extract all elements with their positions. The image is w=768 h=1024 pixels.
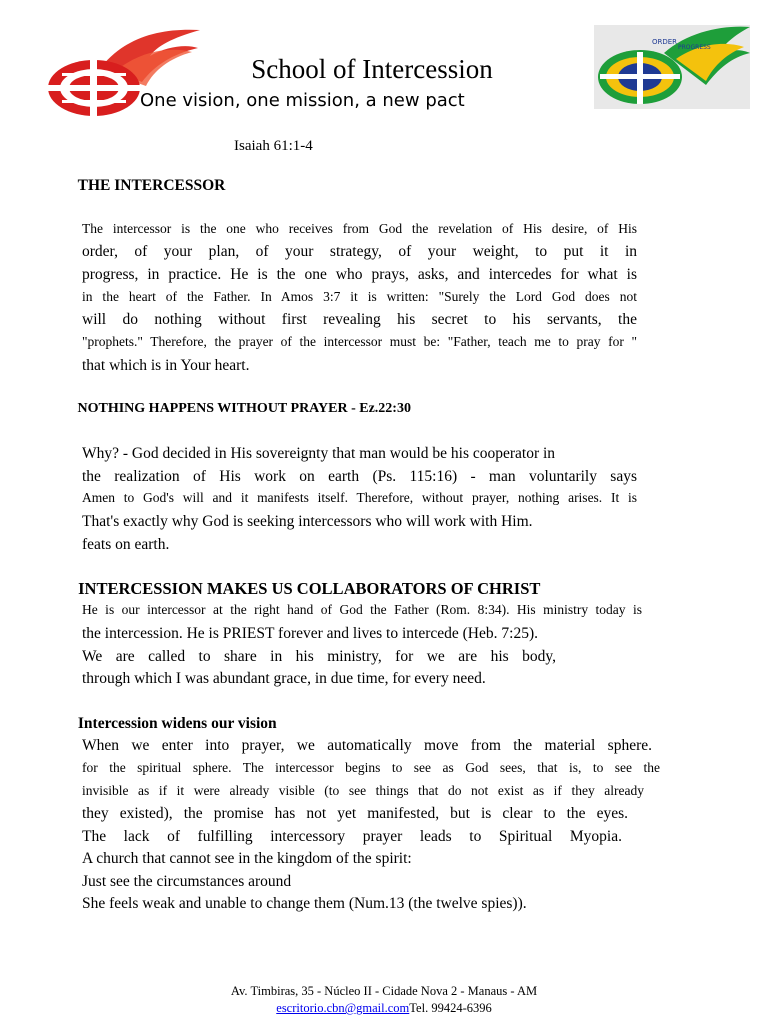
body-line: When we enter into prayer, we automatically move from the material sphere.: [82, 737, 652, 754]
body-line: invisible as if it were already visible (to see things that do not exist as if they already: [82, 783, 644, 798]
body-line: A church that cannot see in the kingdom of the spirit:: [82, 850, 412, 867]
body-line: He is our intercessor at the right hand of God the Father (Rom. 8:34). His ministry today is: [82, 602, 642, 617]
body-line: through which I was abundant grace, in due time, for every need.: [82, 670, 486, 687]
footer-contact: [0, 1001, 768, 1016]
logo-text-order: ORDER: [652, 38, 678, 46]
body-line: will do nothing without first revealing his secret to his servants, the: [82, 311, 637, 328]
page-subtitle: One vision, one mission, a new pact: [140, 90, 465, 111]
body-line: The lack of fulfilling intercessory prayer leads to Spiritual Myopia.: [82, 828, 622, 845]
body-line: the intercession. He is PRIEST forever and lives to intercede (Heb. 7:25).: [82, 625, 538, 642]
body-line: for the spiritual sphere. The intercessor begins to see as God sees, that is, to see the: [82, 760, 660, 775]
section-heading: NOTHING HAPPENS WITHOUT PRAYER - Ez.22:30: [77, 401, 411, 416]
body-line: We are called to share in his ministry, for we are his body,: [82, 648, 556, 665]
body-line: that which is in Your heart.: [82, 357, 250, 374]
page-title: School of Intercession: [251, 54, 493, 84]
body-line: the realization of His work on earth (Ps. 115:16) - man voluntarily says: [82, 468, 637, 485]
body-line: The intercessor is the one who receives from God the revelation of His desire, of His: [82, 221, 637, 236]
scripture-reference: Isaiah 61:1-4: [234, 138, 313, 154]
body-line: order, of your plan, of your strategy, of your weight, to put it in: [82, 243, 637, 260]
body-line: She feels weak and unable to change them (Num.13 (the twelve spies)).: [82, 895, 527, 912]
body-line: "prophets." Therefore, the prayer of the intercessor must be: "Father, teach me to pray for ": [82, 334, 637, 349]
section-heading: INTERCESSION MAKES US COLLABORATORS OF CHRIST: [78, 579, 541, 598]
footer-email-link[interactable]: escritorio.cbn@gmail.com: [276, 1001, 410, 1015]
section-heading: Intercession widens our vision: [77, 715, 277, 732]
logo-text-progress: PROGRESS: [678, 44, 711, 51]
body-line: Just see the circumstances around: [82, 873, 292, 890]
body-line: feats on earth.: [82, 536, 170, 553]
footer-address: Av. Timbiras, 35 - Núcleo II - Cidade Nova 2 - Manaus - AM: [230, 984, 538, 998]
footer-phone: Tel. 99424-6396: [409, 1001, 492, 1015]
body-line: Amen to God's will and it manifests itself. Therefore, without prayer, nothing arises. It is: [82, 490, 637, 505]
body-line: progress, in practice. He is the one who prays, asks, and intercedes for what is: [82, 266, 637, 283]
body-line: they existed), the promise has not yet manifested, but is clear to the eyes.: [82, 805, 628, 822]
body-line: That's exactly why God is seeking intercessors who will work with Him.: [82, 513, 533, 530]
section-heading: THE INTERCESSOR: [77, 177, 226, 194]
body-line: Why? - God decided in His sovereignty that man would be his cooperator in: [82, 445, 556, 462]
body-line: in the heart of the Father. In Amos 3:7 it is written: "Surely the Lord God does not: [82, 289, 637, 304]
